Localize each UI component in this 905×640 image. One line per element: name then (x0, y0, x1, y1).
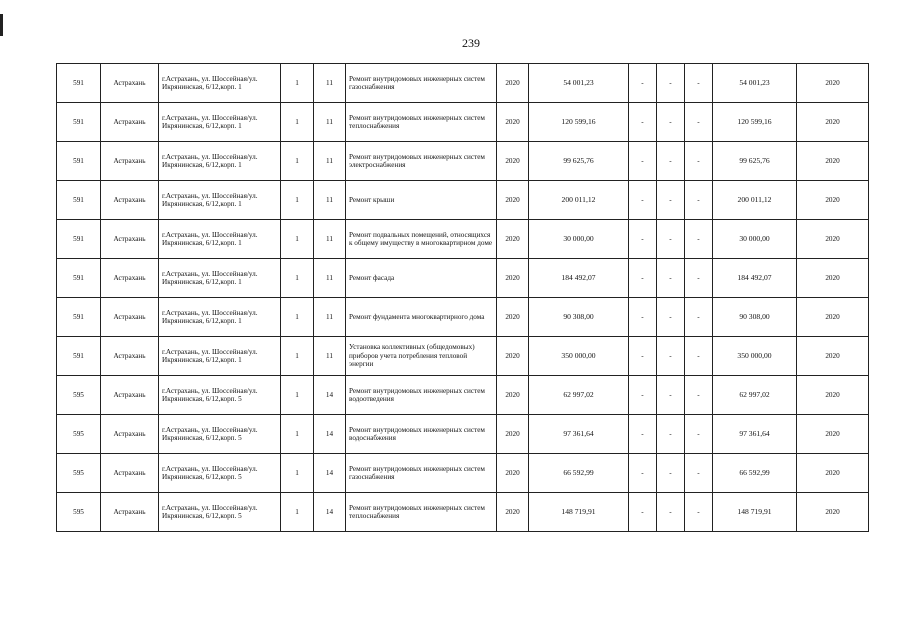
cell-address: г.Астрахань, ул. Шоссейная/ул. Икрянинская, 6/12,корп. 1 (159, 103, 281, 142)
cell-col-b: 11 (314, 220, 346, 259)
cell-city: Астрахань (101, 64, 159, 103)
cell-address: г.Астрахань, ул. Шоссейная/ул. Икрянинская, 6/12,корп. 1 (159, 259, 281, 298)
cell-col-b: 11 (314, 142, 346, 181)
cell-address: г.Астрахань, ул. Шоссейная/ул. Икрянинская, 6/12,корп. 1 (159, 64, 281, 103)
table-row (57, 142, 869, 181)
cell-sum-cost: 350 000,00 (713, 337, 797, 376)
table-row (57, 415, 869, 454)
cell-total-cost: 62 997,02 (529, 376, 629, 415)
cell-total-cost: 90 308,00 (529, 298, 629, 337)
cell-dash-3: - (685, 298, 713, 337)
cell-row-id: 591 (57, 64, 101, 103)
cell-year-end: 2020 (797, 103, 869, 142)
cell-city: Астрахань (101, 298, 159, 337)
cell-work-type: Ремонт подвальных помещений, относящихся к общему имуществу в многоквартирном доме (346, 220, 497, 259)
cell-dash-2: - (657, 103, 685, 142)
cell-year-end: 2020 (797, 64, 869, 103)
cell-dash-2: - (657, 376, 685, 415)
cell-sum-cost: 120 599,16 (713, 103, 797, 142)
cell-col-b: 11 (314, 259, 346, 298)
cell-sum-cost: 97 361,64 (713, 415, 797, 454)
cell-dash-2: - (657, 142, 685, 181)
cell-city: Астрахань (101, 415, 159, 454)
cell-address: г.Астрахань, ул. Шоссейная/ул. Икрянинская, 6/12,корп. 1 (159, 337, 281, 376)
cell-total-cost: 66 592,99 (529, 454, 629, 493)
cell-sum-cost: 90 308,00 (713, 298, 797, 337)
cell-dash-3: - (685, 64, 713, 103)
cell-total-cost: 184 492,07 (529, 259, 629, 298)
cell-year: 2020 (497, 64, 529, 103)
cell-dash-3: - (685, 454, 713, 493)
cell-row-id: 595 (57, 376, 101, 415)
cell-total-cost: 97 361,64 (529, 415, 629, 454)
cell-city: Астрахань (101, 142, 159, 181)
cell-row-id: 591 (57, 220, 101, 259)
cell-work-type: Ремонт фундамента многоквартирного дома (346, 298, 497, 337)
table-row (57, 337, 869, 376)
cell-city: Астрахань (101, 259, 159, 298)
table-row (57, 376, 869, 415)
cell-col-b: 11 (314, 64, 346, 103)
cell-dash-2: - (657, 415, 685, 454)
cell-col-a: 1 (281, 142, 314, 181)
cell-year-end: 2020 (797, 142, 869, 181)
cell-year: 2020 (497, 493, 529, 532)
table-row (57, 298, 869, 337)
cell-dash-2: - (657, 259, 685, 298)
cell-city: Астрахань (101, 220, 159, 259)
cell-row-id: 595 (57, 415, 101, 454)
table-row (57, 259, 869, 298)
scan-edge-mark (0, 14, 3, 36)
cell-sum-cost: 54 001,23 (713, 64, 797, 103)
cell-work-type: Установка коллективных (общедомовых) приборов учета потребления тепловой энергии (346, 337, 497, 376)
cell-work-type: Ремонт внутридомовых инженерных систем теплоснабжения (346, 493, 497, 532)
cell-total-cost: 350 000,00 (529, 337, 629, 376)
cell-row-id: 591 (57, 298, 101, 337)
cell-sum-cost: 30 000,00 (713, 220, 797, 259)
cell-work-type: Ремонт фасада (346, 259, 497, 298)
cell-col-a: 1 (281, 337, 314, 376)
cell-year-end: 2020 (797, 181, 869, 220)
cell-work-type: Ремонт внутридомовых инженерных систем водоснабжения (346, 415, 497, 454)
cell-row-id: 591 (57, 103, 101, 142)
cell-year-end: 2020 (797, 415, 869, 454)
cell-dash-1: - (629, 103, 657, 142)
cell-address: г.Астрахань, ул. Шоссейная/ул. Икрянинская, 6/12,корп. 5 (159, 493, 281, 532)
cell-year: 2020 (497, 103, 529, 142)
cell-year-end: 2020 (797, 376, 869, 415)
cell-total-cost: 148 719,91 (529, 493, 629, 532)
cell-col-a: 1 (281, 181, 314, 220)
cell-dash-2: - (657, 454, 685, 493)
cell-year-end: 2020 (797, 259, 869, 298)
cell-dash-3: - (685, 376, 713, 415)
cell-col-a: 1 (281, 220, 314, 259)
cell-row-id: 591 (57, 259, 101, 298)
cell-dash-1: - (629, 415, 657, 454)
cell-year: 2020 (497, 259, 529, 298)
cell-year-end: 2020 (797, 298, 869, 337)
cell-sum-cost: 99 625,76 (713, 142, 797, 181)
cell-sum-cost: 62 997,02 (713, 376, 797, 415)
cell-col-b: 14 (314, 454, 346, 493)
cell-dash-1: - (629, 142, 657, 181)
cell-dash-1: - (629, 259, 657, 298)
cell-dash-3: - (685, 337, 713, 376)
cell-col-b: 14 (314, 493, 346, 532)
cell-dash-1: - (629, 298, 657, 337)
cell-sum-cost: 66 592,99 (713, 454, 797, 493)
cell-year-end: 2020 (797, 220, 869, 259)
cell-address: г.Астрахань, ул. Шоссейная/ул. Икрянинская, 6/12,корп. 5 (159, 415, 281, 454)
cell-year: 2020 (497, 337, 529, 376)
cell-dash-1: - (629, 493, 657, 532)
cell-year: 2020 (497, 298, 529, 337)
cell-work-type: Ремонт внутридомовых инженерных систем электроснабжения (346, 142, 497, 181)
cell-col-b: 11 (314, 298, 346, 337)
cell-city: Астрахань (101, 454, 159, 493)
cell-col-a: 1 (281, 493, 314, 532)
cell-dash-2: - (657, 220, 685, 259)
cell-dash-1: - (629, 64, 657, 103)
cell-dash-2: - (657, 64, 685, 103)
cell-dash-3: - (685, 142, 713, 181)
cell-dash-2: - (657, 337, 685, 376)
cell-col-b: 11 (314, 103, 346, 142)
cell-col-a: 1 (281, 103, 314, 142)
cell-dash-3: - (685, 259, 713, 298)
table-row (57, 493, 869, 532)
cell-total-cost: 200 011,12 (529, 181, 629, 220)
cell-total-cost: 54 001,23 (529, 64, 629, 103)
cell-col-a: 1 (281, 298, 314, 337)
cell-sum-cost: 184 492,07 (713, 259, 797, 298)
cell-col-b: 11 (314, 181, 346, 220)
cell-work-type: Ремонт внутридомовых инженерных систем газоснабжения (346, 454, 497, 493)
table-row (57, 181, 869, 220)
cell-dash-1: - (629, 454, 657, 493)
cell-year: 2020 (497, 181, 529, 220)
cell-row-id: 595 (57, 493, 101, 532)
cell-dash-3: - (685, 415, 713, 454)
cell-year-end: 2020 (797, 337, 869, 376)
cell-sum-cost: 148 719,91 (713, 493, 797, 532)
cell-dash-3: - (685, 103, 713, 142)
cell-city: Астрахань (101, 181, 159, 220)
cell-dash-2: - (657, 493, 685, 532)
cell-address: г.Астрахань, ул. Шоссейная/ул. Икрянинская, 6/12,корп. 1 (159, 142, 281, 181)
table-row (57, 454, 869, 493)
cell-work-type: Ремонт крыши (346, 181, 497, 220)
cell-work-type: Ремонт внутридомовых инженерных систем газоснабжения (346, 64, 497, 103)
cell-col-b: 14 (314, 376, 346, 415)
cell-address: г.Астрахань, ул. Шоссейная/ул. Икрянинская, 6/12,корп. 5 (159, 376, 281, 415)
cell-col-a: 1 (281, 259, 314, 298)
cell-year: 2020 (497, 415, 529, 454)
cell-year: 2020 (497, 220, 529, 259)
cell-dash-1: - (629, 181, 657, 220)
cell-col-a: 1 (281, 376, 314, 415)
cell-col-b: 11 (314, 337, 346, 376)
cell-work-type: Ремонт внутридомовых инженерных систем теплоснабжения (346, 103, 497, 142)
cell-total-cost: 99 625,76 (529, 142, 629, 181)
cell-address: г.Астрахань, ул. Шоссейная/ул. Икрянинская, 6/12,корп. 1 (159, 181, 281, 220)
table-row (57, 64, 869, 103)
cell-col-a: 1 (281, 415, 314, 454)
cell-dash-1: - (629, 376, 657, 415)
cell-address: г.Астрахань, ул. Шоссейная/ул. Икрянинская, 6/12,корп. 1 (159, 220, 281, 259)
cell-col-b: 14 (314, 415, 346, 454)
cell-address: г.Астрахань, ул. Шоссейная/ул. Икрянинская, 6/12,корп. 1 (159, 298, 281, 337)
cell-dash-2: - (657, 181, 685, 220)
cell-city: Астрахань (101, 376, 159, 415)
cell-dash-3: - (685, 493, 713, 532)
cell-col-a: 1 (281, 64, 314, 103)
cell-city: Астрахань (101, 103, 159, 142)
cell-year-end: 2020 (797, 493, 869, 532)
cell-col-a: 1 (281, 454, 314, 493)
page-number: 239 (462, 36, 480, 50)
cell-work-type: Ремонт внутридомовых инженерных систем водоотведения (346, 376, 497, 415)
table-row (57, 220, 869, 259)
cell-dash-1: - (629, 337, 657, 376)
cell-total-cost: 120 599,16 (529, 103, 629, 142)
table-row (57, 103, 869, 142)
cell-dash-1: - (629, 220, 657, 259)
cell-year: 2020 (497, 454, 529, 493)
cell-city: Астрахань (101, 493, 159, 532)
cell-total-cost: 30 000,00 (529, 220, 629, 259)
repair-table (56, 63, 869, 532)
cell-row-id: 591 (57, 181, 101, 220)
cell-dash-2: - (657, 298, 685, 337)
cell-address: г.Астрахань, ул. Шоссейная/ул. Икрянинская, 6/12,корп. 5 (159, 454, 281, 493)
cell-year-end: 2020 (797, 454, 869, 493)
cell-year: 2020 (497, 376, 529, 415)
cell-dash-3: - (685, 220, 713, 259)
cell-city: Астрахань (101, 337, 159, 376)
cell-row-id: 591 (57, 142, 101, 181)
cell-year: 2020 (497, 142, 529, 181)
cell-row-id: 591 (57, 337, 101, 376)
cell-dash-3: - (685, 181, 713, 220)
cell-row-id: 595 (57, 454, 101, 493)
cell-sum-cost: 200 011,12 (713, 181, 797, 220)
